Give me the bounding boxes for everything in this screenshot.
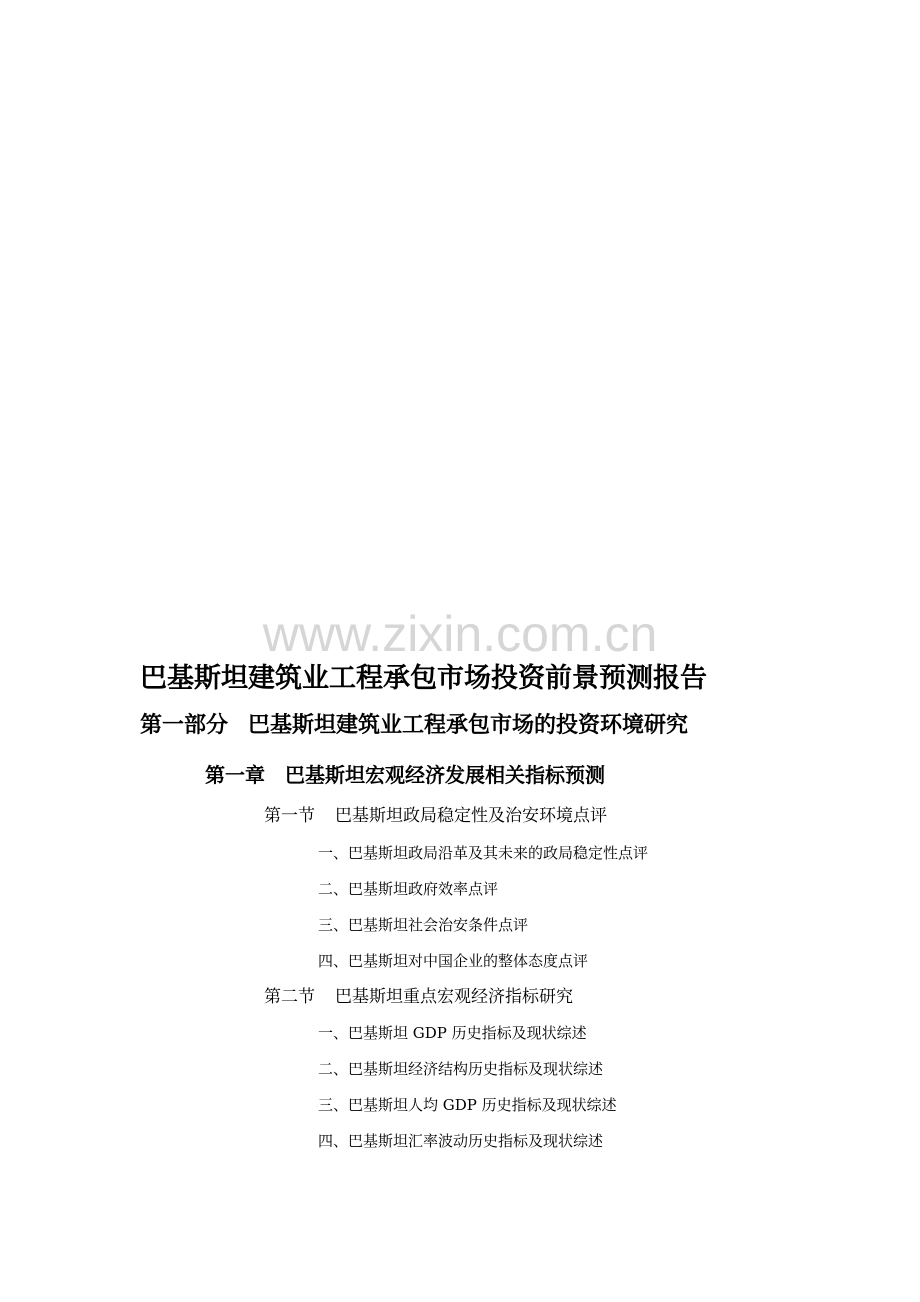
toc-item: 三、巴基斯坦社会治安条件点评 xyxy=(318,916,529,934)
part-number: 第一部分 xyxy=(140,713,229,738)
chapter-number: 第一章 xyxy=(205,763,265,787)
section-heading xyxy=(264,985,573,1009)
toc-item: 四、巴基斯坦对中国企业的整体态度点评 xyxy=(318,952,589,970)
section-title: 巴基斯坦政局稳定性及治安环境点评 xyxy=(335,806,607,826)
chapter-heading xyxy=(205,760,605,790)
document-title: 巴基斯坦建筑业工程承包市场投资前景预测报告 xyxy=(140,663,707,694)
toc-item: 二、巴基斯坦经济结构历史指标及现状综述 xyxy=(318,1060,604,1078)
section-number: 第二节 xyxy=(264,987,315,1007)
toc-item: 四、巴基斯坦汇率波动历史指标及现状综述 xyxy=(318,1132,604,1150)
section-heading xyxy=(264,804,607,828)
chapter-title: 巴基斯坦宏观经济发展相关指标预测 xyxy=(285,763,605,787)
toc-item: 二、巴基斯坦政府效率点评 xyxy=(318,880,499,898)
watermark: www.zixin.com.cn xyxy=(262,606,658,662)
part-heading xyxy=(140,710,688,742)
section-title: 巴基斯坦重点宏观经济指标研究 xyxy=(335,987,573,1007)
toc-item: 一、巴基斯坦政局沿革及其未来的政局稳定性点评 xyxy=(318,844,649,862)
part-title: 巴基斯坦建筑业工程承包市场的投资环境研究 xyxy=(248,713,689,738)
section-number: 第一节 xyxy=(264,806,315,826)
toc-item: 三、巴基斯坦人均 GDP 历史指标及现状综述 xyxy=(318,1096,617,1114)
toc-item: 一、巴基斯坦 GDP 历史指标及现状综述 xyxy=(318,1024,587,1042)
